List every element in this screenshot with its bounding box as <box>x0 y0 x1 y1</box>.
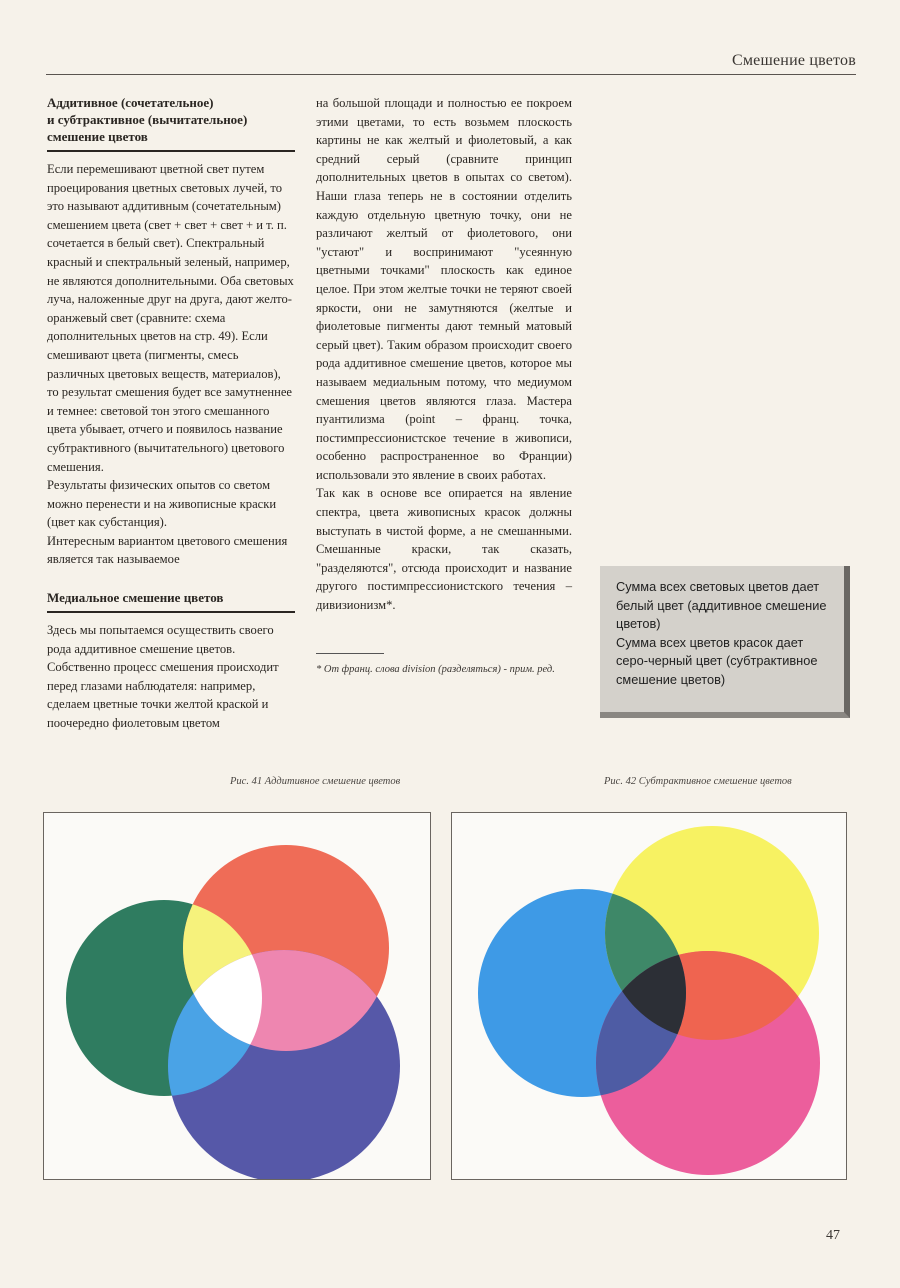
body-paragraph: Интересным вариантом цветового смешения является так называемое <box>47 533 288 567</box>
figure-41-caption: Рис. 41 Аддитивное смешение цветов <box>230 776 401 787</box>
figure-41-frame <box>43 812 431 1180</box>
body-paragraph: Результаты физических опытов со светом можно перенести и на живописные краски (цвет как субстанция). <box>47 478 277 530</box>
running-head: Смешение цветов <box>731 52 856 69</box>
subtractive-mixing-diagram <box>452 813 846 1179</box>
figure-42-frame <box>451 812 847 1180</box>
body-paragraph: Так как в основе все опирается на явление спектра, цвета живописных красок должны выступать в чистой форме, а не смешанными. Смешанные краски, так сказать, "разделяются", отсюда происходит и название другого постимпрессионистского течения – дивизионизм*. <box>316 486 572 613</box>
middle-column <box>316 94 572 677</box>
figure-42-caption: Рис. 42 Субтрактивное смешение цветов <box>604 776 792 787</box>
footnote-rule <box>316 653 384 654</box>
section-title-line: Аддитивное (сочетательное) <box>47 95 214 110</box>
left-column <box>47 94 295 733</box>
page-number: 47 <box>826 1228 840 1243</box>
body-paragraph: Здесь мы попытаемся осуществить своего рода аддитивное смешение цветов. Собственно процесс смешения происходит перед глазами наблюдателя: например, сделаем цветные точки желтой краской и поочередно фиолетовым цветом <box>47 623 279 731</box>
section-title-medial: Медиальное смешение цветов <box>47 589 295 613</box>
section-title-line: и субтрактивное (вычитательное) <box>47 112 248 127</box>
footnote: * От франц. слова division (разделяться) - прим. ред. <box>316 663 555 675</box>
body-paragraph: на большой площади и полностью ее покроем этими цветами, то есть возьмем плоскость картины не как желтый и фиолетовый, а как средний серый (сравните принцип дополнительных цветов в опытах со светом). Наши глаза теперь не в состоянии отделить каждую отдельную цветную точку, они не различают желтый от фиолетового, они "устают" и воспринимают "усеянную цветными точками" плоскость как единое целое. При этом желтые точки не теряют своей яркости, они не замутняются (желтые и фиолетовые пигменты дают темный матовый серый цвет). Таким образом происходит своего рода аддитивное смешение цветов, которое мы называем медиальным потому, что медиумом смешения цветов являются глаза. Мастера пуантилизма (point – франц. точка, постимпрессионистское течение в живописи, особенно распространенное во Франции) использовали это явление в своих работах. <box>316 96 572 482</box>
summary-box <box>600 566 850 718</box>
body-paragraph: Если перемешивают цветной свет путем проецирования цветных световых лучей, то это называют аддитивным (сочетательным) смешением цвета (свет + свет + свет + и т. п. сочетается в белый свет). Спектральный красный и спектральный зеленый, например, не являются дополнительными. Оба световых луча, наложенные друг на друга, дают желто-оранжевый свет (сравните: схема дополнительных цветов на стр. 49). Если смешивают цвета (пигменты, смесь различных цветовых веществ, материалов), то результат смешения будет все замутненнее и темнее: световой тон этого смешанного цвета убывает, отчего и появилось название субтрактивного (вычитательного) цветового смешения. <box>47 162 294 474</box>
header-rule <box>46 74 856 75</box>
summary-subtractive: Сумма всех цветов красок дает серо-черный цвет (субтрактивное смешение цветов) <box>616 634 818 687</box>
section-title-line: смешение цветов <box>47 129 148 144</box>
summary-additive: Сумма всех световых цветов дает белый цвет (аддитивное смешение цветов) <box>616 579 827 631</box>
section-title-additive-subtractive <box>47 94 295 152</box>
additive-mixing-diagram <box>44 813 430 1179</box>
